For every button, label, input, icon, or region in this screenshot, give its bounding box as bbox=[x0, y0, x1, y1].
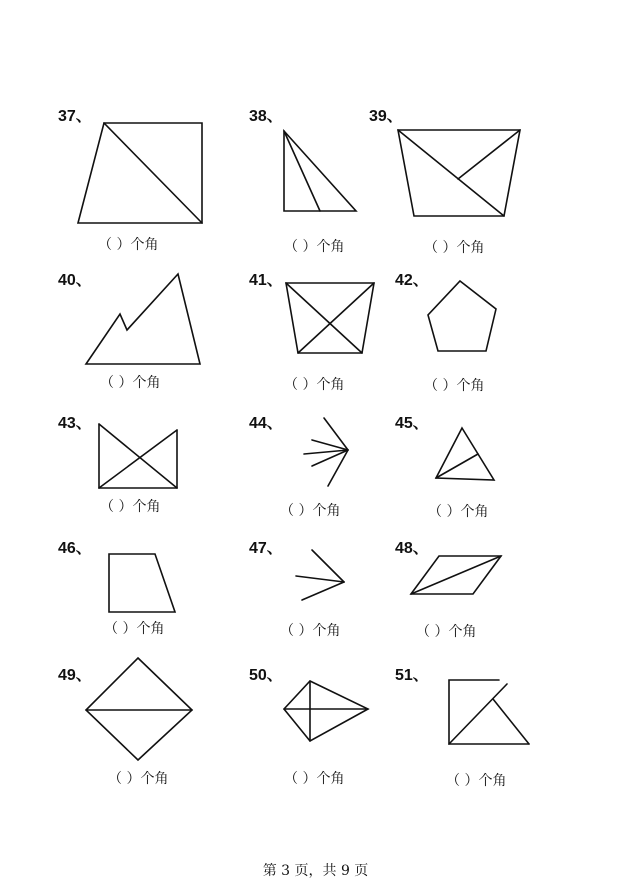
problem-46-answer: （ ）个角 bbox=[104, 621, 165, 637]
problem-49-answer: （ ）个角 bbox=[108, 771, 169, 787]
problem-50-number: 50、 bbox=[249, 667, 283, 684]
square-with-triangle-icon bbox=[443, 674, 537, 752]
problem-38-number: 38、 bbox=[249, 108, 283, 125]
problem-44-number: 44、 bbox=[249, 415, 283, 432]
problem-45-number: 45、 bbox=[395, 415, 429, 432]
problem-46-number: 46、 bbox=[58, 540, 92, 557]
rhombus-with-horizontal-diagonal-icon bbox=[80, 652, 200, 767]
quadrilateral-with-diagonal-icon bbox=[70, 115, 210, 230]
problem-43-answer: （ ）个角 bbox=[100, 499, 161, 515]
trapezoid-with-both-diagonals-icon bbox=[280, 277, 380, 359]
problem-44-answer: （ ）个角 bbox=[280, 503, 341, 519]
problem-39-number: 39、 bbox=[369, 108, 403, 125]
kite-with-both-diagonals-icon bbox=[278, 675, 374, 747]
problem-47-answer: （ ）个角 bbox=[280, 623, 341, 639]
right-triangle-with-inner-line-icon bbox=[278, 125, 363, 217]
pentagon-icon bbox=[422, 275, 502, 357]
problem-37-answer: （ ）个角 bbox=[98, 237, 159, 253]
problem-42-number: 42、 bbox=[395, 272, 429, 289]
three-rays-icon bbox=[290, 544, 350, 606]
problem-48-answer: （ ）个角 bbox=[416, 624, 477, 640]
problem-38-answer: （ ）个角 bbox=[284, 239, 345, 255]
triangle-with-cevian-icon bbox=[430, 422, 500, 486]
problem-51-answer: （ ）个角 bbox=[446, 773, 507, 789]
problem-45-answer: （ ）个角 bbox=[428, 504, 489, 520]
right-trapezoid-icon bbox=[103, 548, 181, 618]
problem-43-number: 43、 bbox=[58, 415, 92, 432]
problem-42-answer: （ ）个角 bbox=[424, 378, 485, 394]
problem-39-answer: （ ）个角 bbox=[424, 240, 485, 256]
mountain-polygon-icon bbox=[80, 268, 206, 370]
problem-41-number: 41、 bbox=[249, 272, 283, 289]
trapezoid-with-two-segments-icon bbox=[392, 122, 527, 222]
page-footer: 第 3 页，共 9 页 bbox=[262, 863, 369, 879]
problem-40-number: 40、 bbox=[58, 272, 92, 289]
problem-47-number: 47、 bbox=[249, 540, 283, 557]
problem-37-number: 37、 bbox=[58, 108, 92, 125]
problem-51-number: 51、 bbox=[395, 667, 429, 684]
five-rays-icon bbox=[296, 412, 356, 492]
problem-48-number: 48、 bbox=[395, 540, 429, 557]
problem-49-number: 49、 bbox=[58, 667, 92, 684]
problem-41-answer: （ ）个角 bbox=[284, 377, 345, 393]
parallelogram-with-diagonal-icon bbox=[405, 550, 505, 600]
bowtie-quadrilateral-icon bbox=[93, 418, 185, 494]
problem-40-answer: （ ）个角 bbox=[100, 375, 161, 391]
problem-50-answer: （ ）个角 bbox=[284, 771, 345, 787]
